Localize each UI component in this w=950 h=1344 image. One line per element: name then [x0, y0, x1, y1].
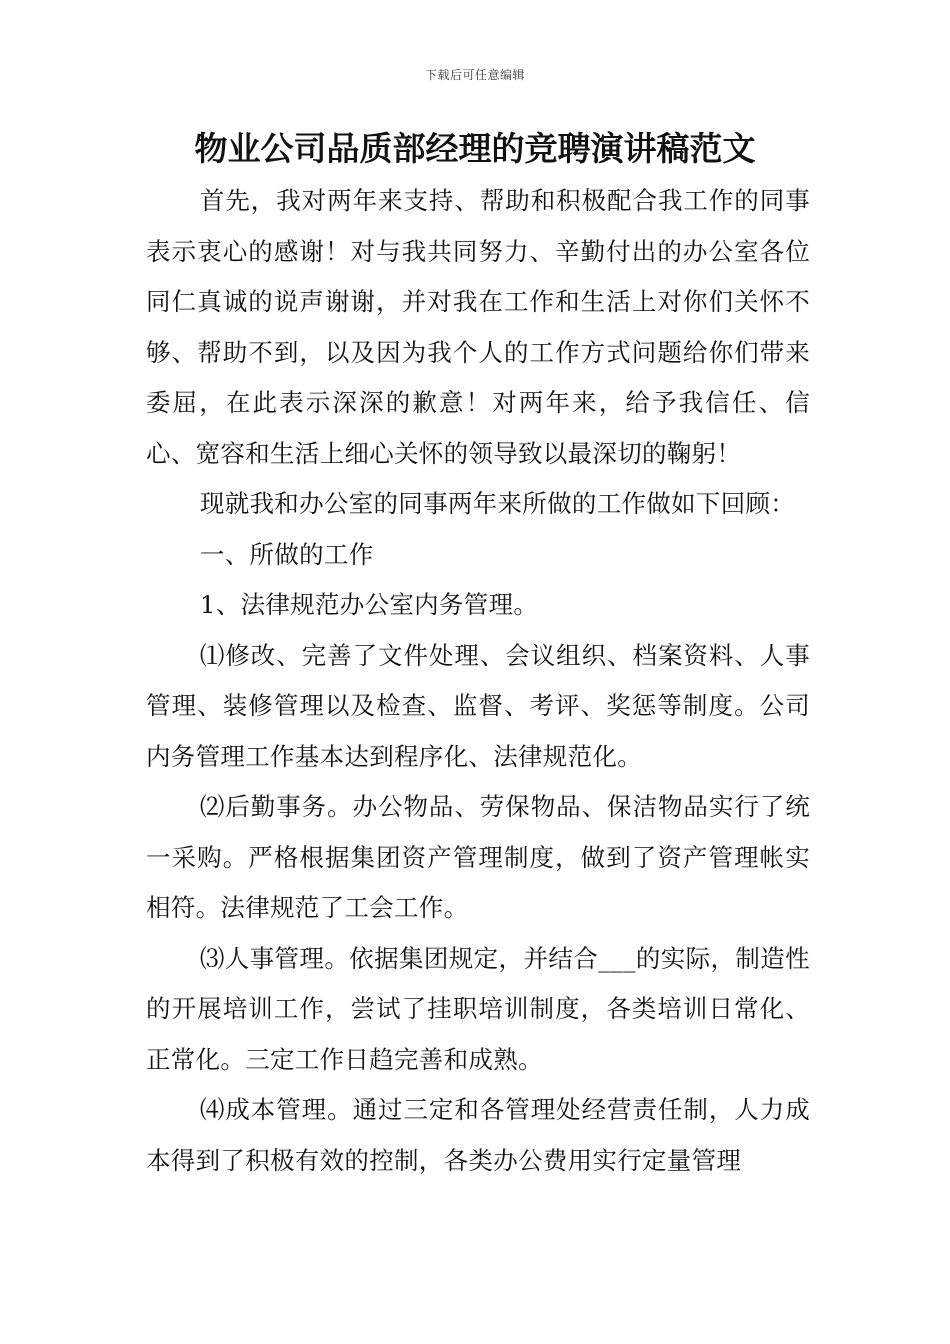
header-note: 下载后可任意编辑	[424, 68, 525, 82]
paragraph: 现就我和办公室的同事两年来所做的工作做如下回顾：	[199, 489, 796, 518]
paragraph: 首先，我对两年来支持、帮助和积极配合我工作的同事表示衷心的感谢！对与我共同努力、辛勤付出的办公室各位同仁真诚的说声谢谢，并对我在工作和生活上对你们关怀不够、帮助不到，以及因为我个人的工作方式问题给你们带来委屈，在此表示深深的歉意！对两年来，给予我信任、信心、宽容和生活上细心关怀的领导致以最深切的鞠躬！	[146, 186, 810, 468]
document-body	[146, 176, 810, 1186]
document-title: 物业公司品质部经理的竞聘演讲稿范文	[194, 129, 756, 168]
section-heading: 一、所做的工作	[199, 539, 374, 569]
paragraph: ⑵后勤事务。办公物品、劳保物品、保洁物品实行了统一采购。严格根据集团资产管理制度，做到了资产管理帐实相符。法律规范了工会工作。	[146, 792, 810, 922]
paragraph: ⑴修改、完善了文件处理、会议组织、档案资料、人事管理、装修管理以及检查、监督、考评、奖惩等制度。公司内务管理工作基本达到程序化、法律规范化。	[146, 640, 810, 771]
paragraph: ⑶人事管理。依据集团规定，并结合___的实际，制造性的开展培训工作，尝试了挂职培训制度，各类培训日常化、正常化。三定工作日趋完善和成熟。	[146, 943, 810, 1074]
subsection-heading: 1、法律规范办公室内务管理。	[199, 590, 539, 619]
paragraph: ⑷成本管理。通过三定和各管理处经营责任制，人力成本得到了积极有效的控制，各类办公费用实行定量管理	[146, 1095, 810, 1175]
